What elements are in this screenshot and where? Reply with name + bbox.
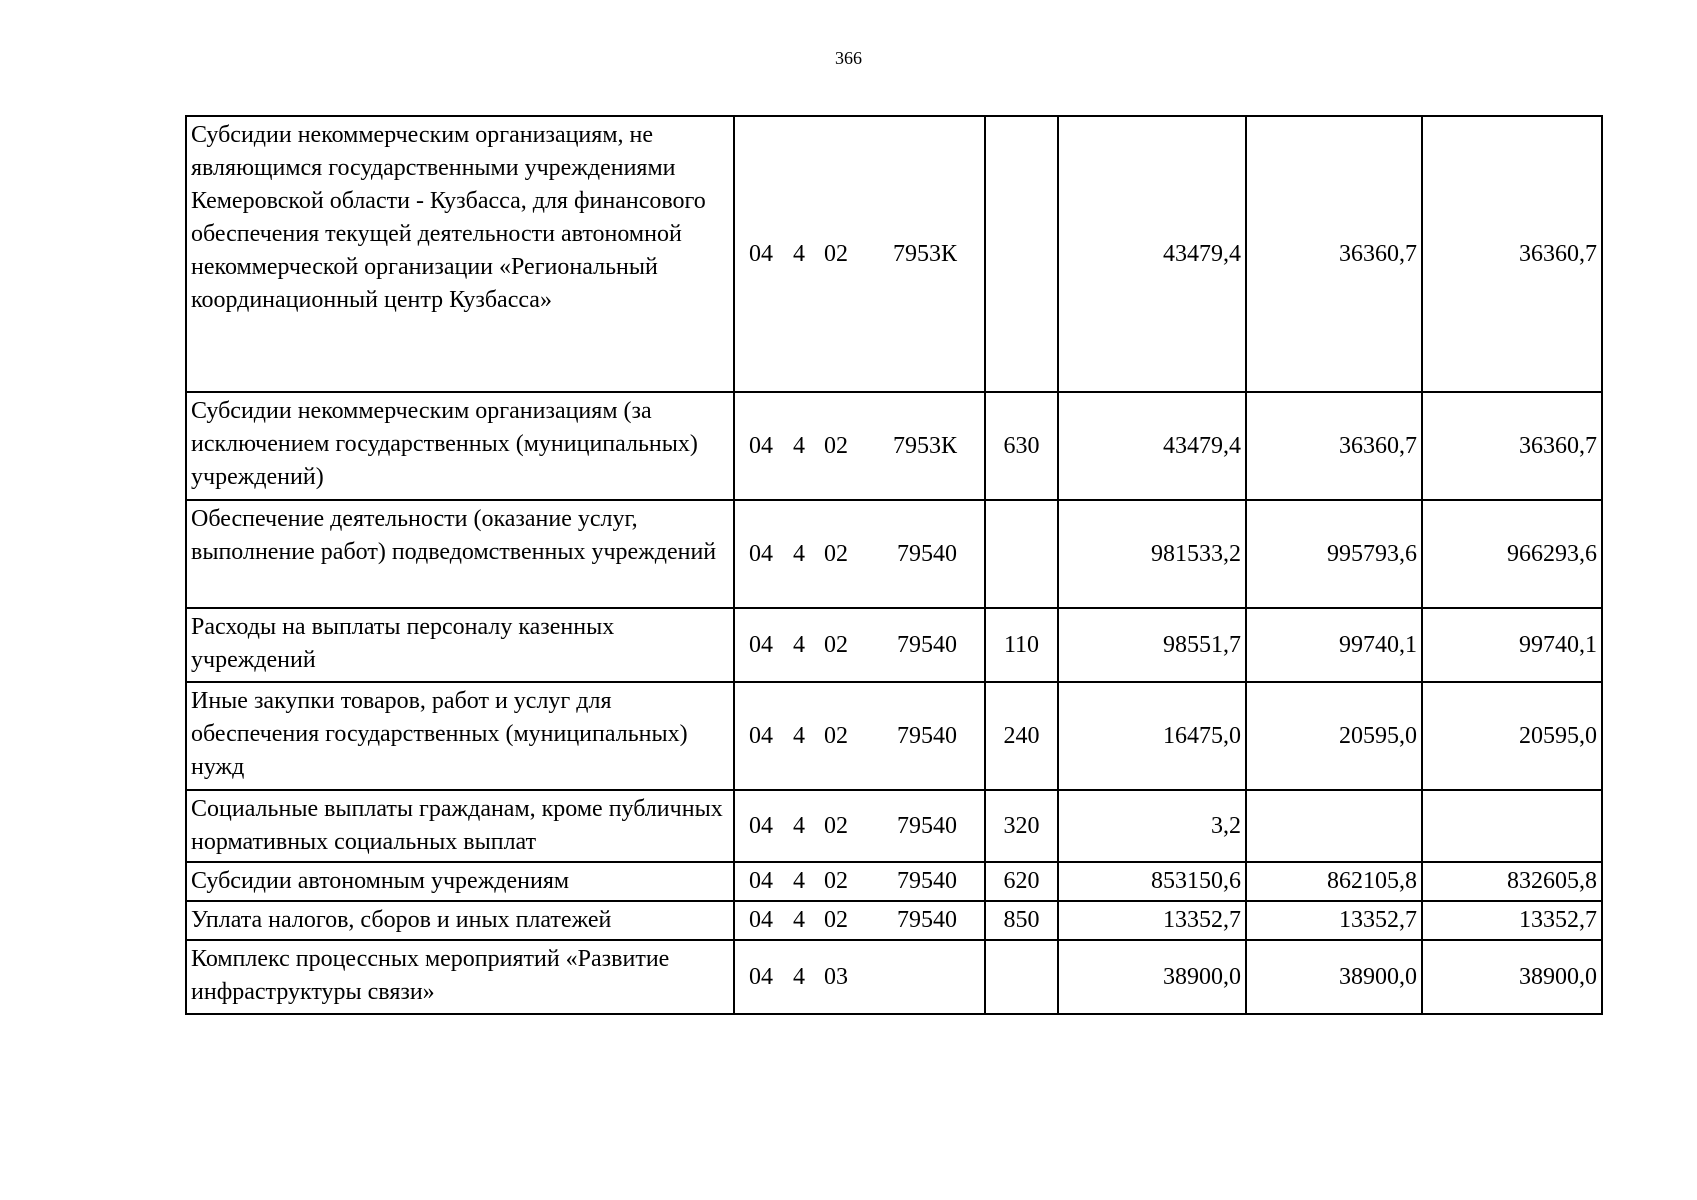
row-description: Комплекс процессных мероприятий «Развитие инфраструктуры связи»	[186, 940, 734, 1014]
code-structural-element: 02	[824, 868, 848, 894]
row-description: Социальные выплаты гражданам, кроме публичных нормативных социальных выплат	[186, 790, 734, 862]
code-program: 04	[749, 907, 773, 933]
row-description: Расходы на выплаты персоналу казенных учреждений	[186, 608, 734, 682]
code-structural-element: 02	[824, 540, 848, 567]
row-description: Субсидии некоммерческим организациям (за исключением государственных (муниципальных) учреждений)	[186, 392, 734, 500]
row-amount-year-2: 36360,7	[1246, 116, 1422, 392]
row-amount-year-1: 98551,7	[1058, 608, 1246, 682]
row-code	[734, 116, 985, 392]
row-description: Субсидии автономным учреждениям	[186, 862, 734, 901]
table-row	[186, 790, 1602, 862]
row-expense-type	[985, 116, 1058, 392]
row-amount-year-3: 36360,7	[1422, 116, 1602, 392]
row-amount-year-1: 38900,0	[1058, 940, 1246, 1014]
row-amount-year-3: 832605,8	[1422, 862, 1602, 901]
table-row	[186, 862, 1602, 901]
row-amount-year-3: 13352,7	[1422, 901, 1602, 940]
code-structural-element: 02	[824, 812, 848, 839]
code-program: 04	[749, 812, 773, 839]
code-structural-element: 02	[824, 631, 848, 658]
page-number: 366	[835, 48, 862, 68]
row-amount-year-2: 13352,7	[1246, 901, 1422, 940]
code-direction: 79540	[897, 907, 957, 933]
row-code	[734, 940, 985, 1014]
code-direction: 7953К	[892, 432, 957, 459]
row-description: Обеспечение деятельности (оказание услуг, выполнение работ) подведомственных учреждений	[186, 500, 734, 608]
row-amount-year-3: 36360,7	[1422, 392, 1602, 500]
row-expense-type: 850	[985, 901, 1058, 940]
table-row	[186, 500, 1602, 608]
budget-table	[185, 115, 1603, 1015]
code-program: 04	[749, 963, 773, 990]
code-subprogram-type: 4	[793, 963, 805, 990]
table-row	[186, 392, 1602, 500]
code-subprogram-type: 4	[793, 812, 805, 839]
row-expense-type: 630	[985, 392, 1058, 500]
code-direction: 79540	[897, 631, 957, 658]
row-description: Уплата налогов, сборов и иных платежей	[186, 901, 734, 940]
table-row	[186, 608, 1602, 682]
row-expense-type	[985, 940, 1058, 1014]
code-structural-element: 03	[824, 963, 848, 990]
table-row	[186, 940, 1602, 1014]
row-amount-year-3	[1422, 790, 1602, 862]
row-amount-year-3: 966293,6	[1422, 500, 1602, 608]
code-direction: 79540	[897, 540, 957, 567]
code-structural-element: 02	[824, 722, 848, 749]
row-amount-year-3: 38900,0	[1422, 940, 1602, 1014]
row-amount-year-2	[1246, 790, 1422, 862]
row-amount-year-1: 981533,2	[1058, 500, 1246, 608]
row-amount-year-1: 43479,4	[1058, 392, 1246, 500]
code-program: 04	[749, 240, 773, 267]
row-code	[734, 608, 985, 682]
code-subprogram-type: 4	[793, 432, 805, 459]
code-structural-element: 02	[824, 432, 848, 459]
row-amount-year-1: 853150,6	[1058, 862, 1246, 901]
code-program: 04	[749, 868, 773, 894]
row-expense-type: 240	[985, 682, 1058, 790]
code-program: 04	[749, 722, 773, 749]
row-amount-year-2: 995793,6	[1246, 500, 1422, 608]
row-amount-year-3: 20595,0	[1422, 682, 1602, 790]
code-program: 04	[749, 540, 773, 567]
code-program: 04	[749, 631, 773, 658]
code-direction: 79540	[897, 722, 957, 749]
row-amount-year-2: 862105,8	[1246, 862, 1422, 901]
row-amount-year-1: 43479,4	[1058, 116, 1246, 392]
row-code	[734, 682, 985, 790]
code-subprogram-type: 4	[793, 631, 805, 658]
row-amount-year-1: 13352,7	[1058, 901, 1246, 940]
code-program: 04	[749, 432, 773, 459]
row-amount-year-3: 99740,1	[1422, 608, 1602, 682]
row-expense-type: 620	[985, 862, 1058, 901]
row-amount-year-2: 38900,0	[1246, 940, 1422, 1014]
table-row	[186, 116, 1602, 392]
budget-table-body	[186, 116, 1602, 1014]
row-description: Субсидии некоммерческим организациям, не являющимся государственными учреждениями Кемеровской области - Кузбасса, для финансового обеспечения текущей деятельности автономной некоммерческой организации «Региональный координационный центр Кузбасса»	[186, 116, 734, 392]
row-amount-year-2: 99740,1	[1246, 608, 1422, 682]
row-code	[734, 500, 985, 608]
code-subprogram-type: 4	[793, 540, 805, 567]
row-amount-year-1: 16475,0	[1058, 682, 1246, 790]
row-code	[734, 790, 985, 862]
budget-table-container	[185, 115, 1601, 1015]
row-amount-year-1: 3,2	[1058, 790, 1246, 862]
code-subprogram-type: 4	[793, 868, 805, 894]
code-subprogram-type: 4	[793, 722, 805, 749]
row-code	[734, 862, 985, 901]
row-expense-type: 320	[985, 790, 1058, 862]
row-amount-year-2: 20595,0	[1246, 682, 1422, 790]
row-amount-year-2: 36360,7	[1246, 392, 1422, 500]
table-row	[186, 682, 1602, 790]
row-description: Иные закупки товаров, работ и услуг для обеспечения государственных (муниципальных) нужд	[186, 682, 734, 790]
code-subprogram-type: 4	[793, 240, 805, 267]
row-expense-type	[985, 500, 1058, 608]
code-subprogram-type: 4	[793, 907, 805, 933]
row-code	[734, 392, 985, 500]
code-direction: 7953К	[892, 240, 957, 267]
code-direction: 79540	[897, 868, 957, 894]
row-expense-type: 110	[985, 608, 1058, 682]
code-structural-element: 02	[824, 907, 848, 933]
code-structural-element: 02	[824, 240, 848, 267]
table-row	[186, 901, 1602, 940]
code-direction: 79540	[897, 812, 957, 839]
row-code	[734, 901, 985, 940]
